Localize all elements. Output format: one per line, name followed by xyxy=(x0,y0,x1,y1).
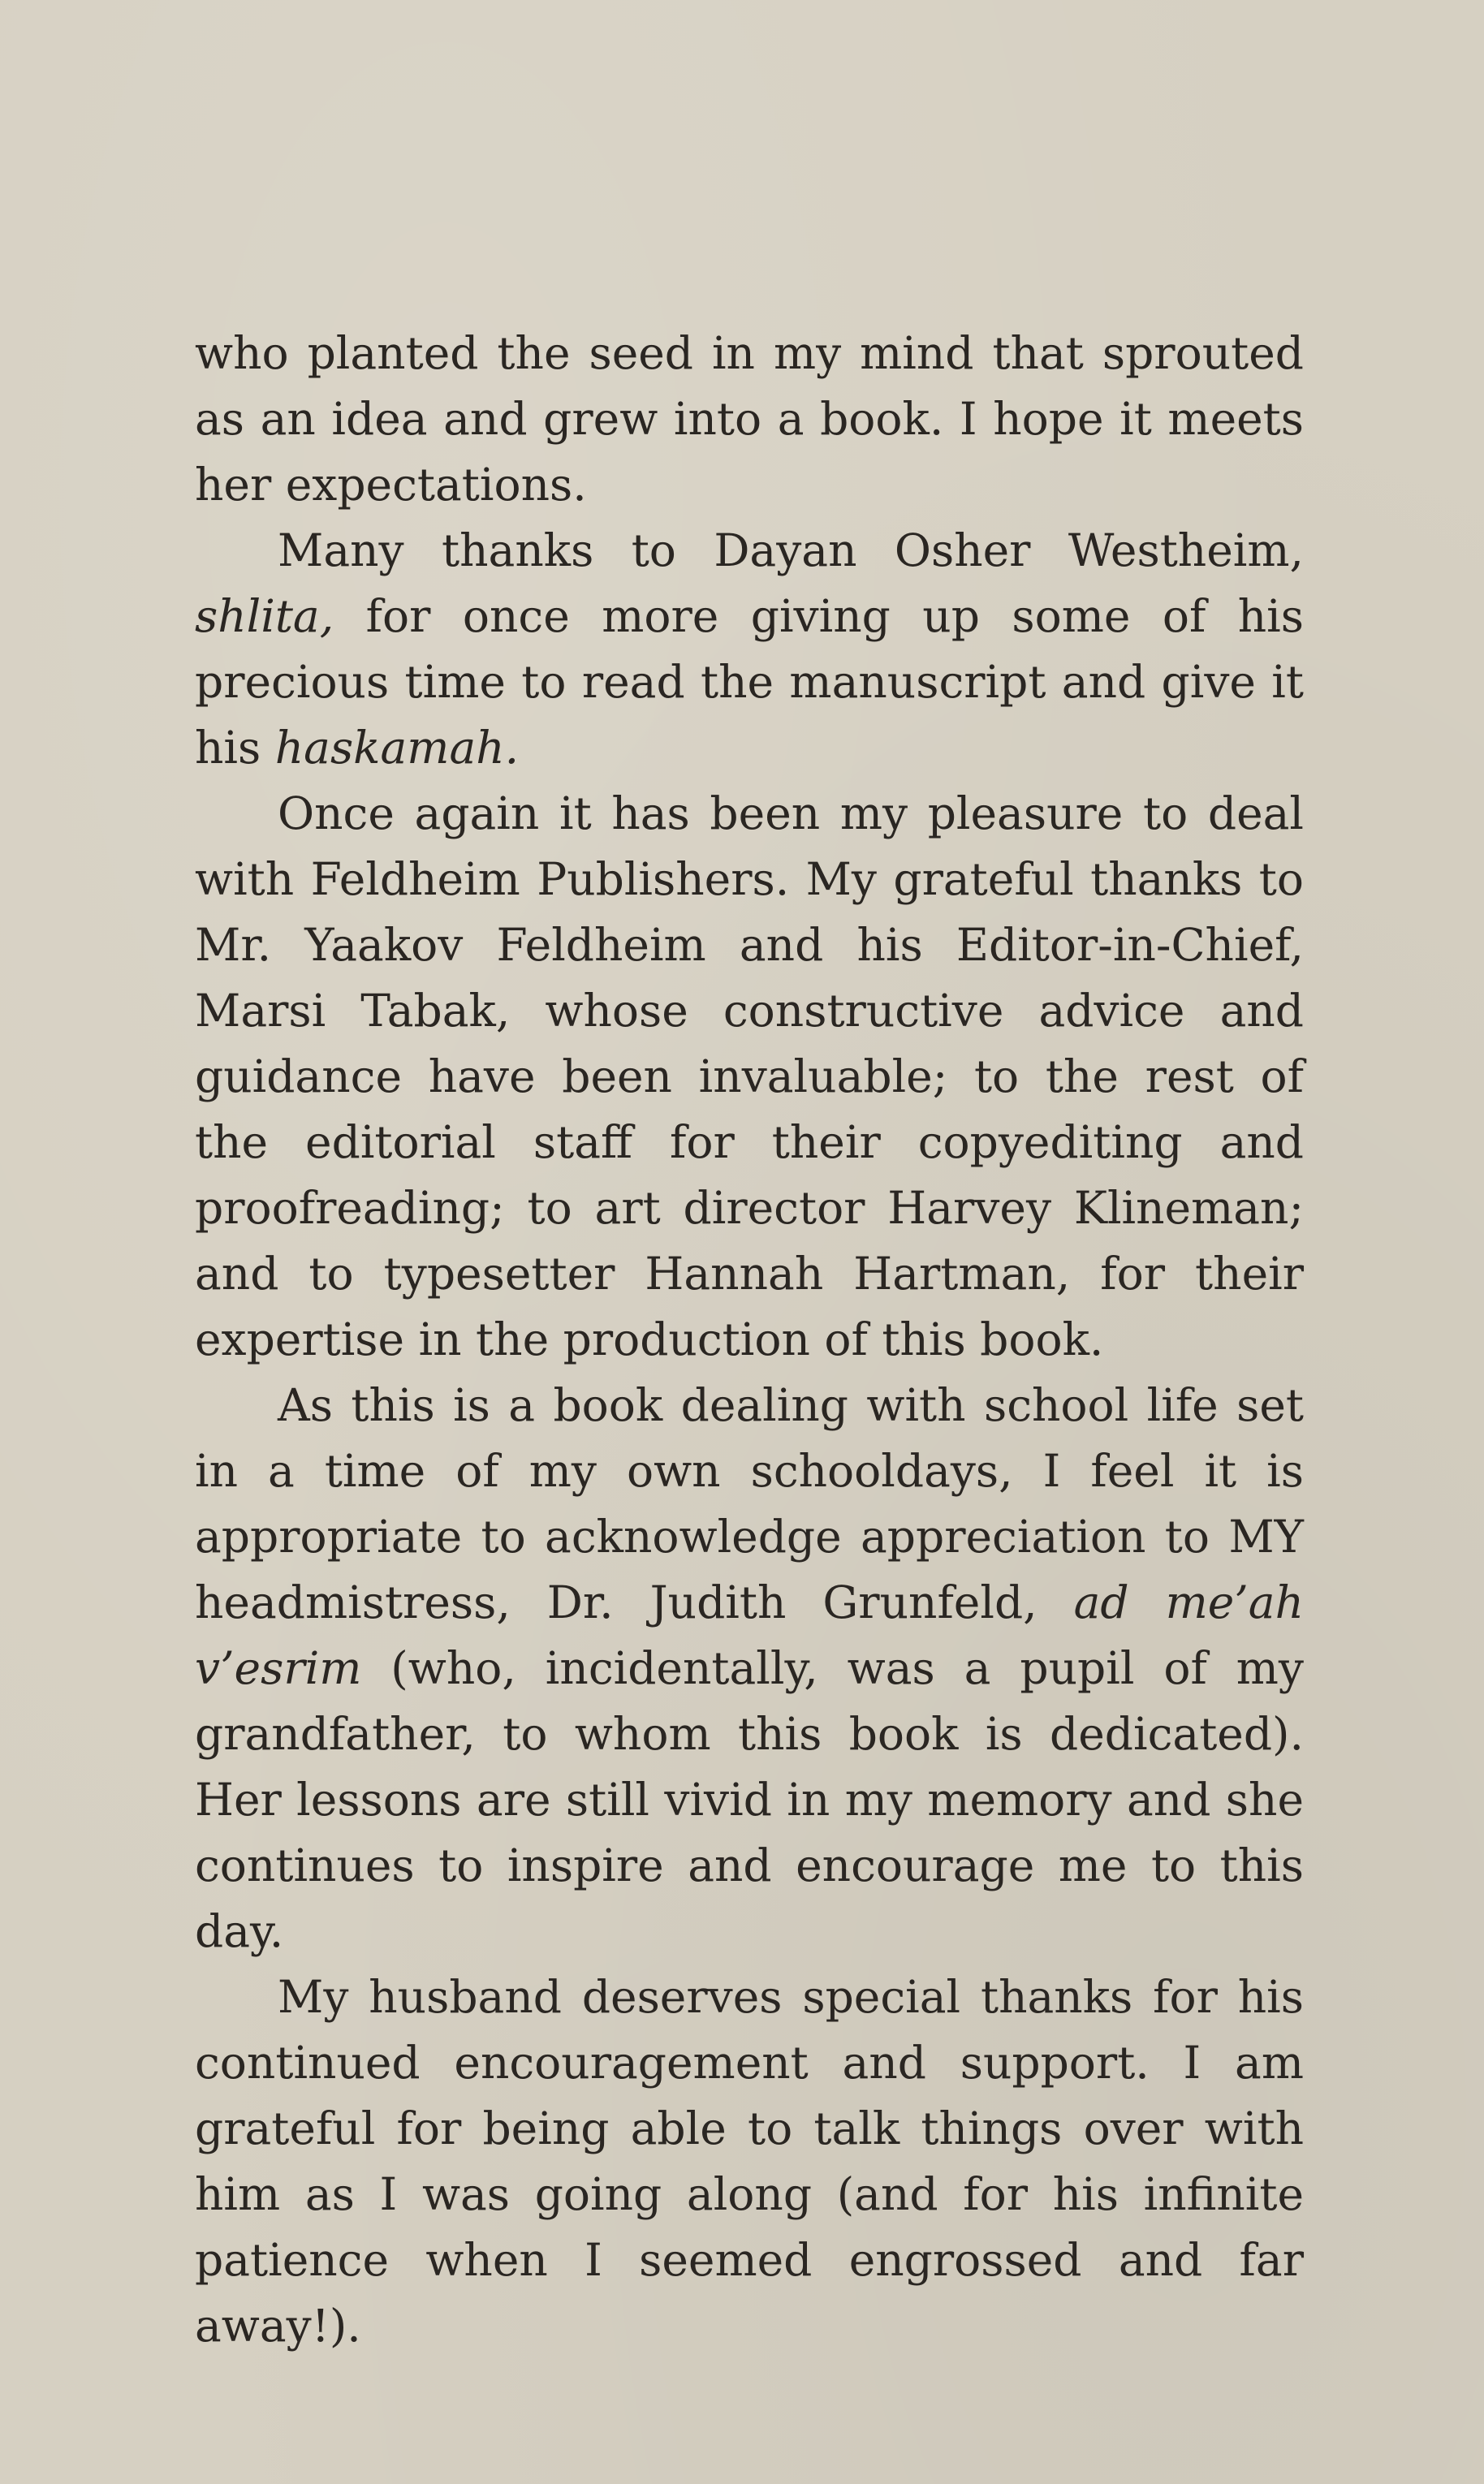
paragraph-text: As this is a book dealing with school life set in a time of my own schooldays, I feel it is appropriate to acknowledge appreciation to MY headmistress, Dr. Judith Grunfeld, xyxy=(195,1379,1304,1628)
paragraph-text: (who, incidentally, was a pupil of my grandfather, to whom this book is dedicated). Her lessons are still vivid in my memory and she continues to inspire and encourage me to this day. xyxy=(195,1642,1304,1957)
paragraph-thanks-husband xyxy=(195,1964,1304,2359)
body-text xyxy=(195,321,1304,2359)
paragraph-thanks-dayan xyxy=(195,518,1304,781)
paragraph-text: who planted the seed in my mind that sprouted as an idea and grew into a book. I hope it meets her expectations. xyxy=(195,327,1304,511)
paragraph-text: for once more giving up some of his precious time to read the manuscript and give it his xyxy=(195,590,1304,774)
paragraph-continuation xyxy=(195,321,1304,518)
paragraph-text: Once again it has been my pleasure to deal with Feldheim Publishers. My grateful thanks to Mr. Yaakov Feldheim and his Editor-in-Chief, Marsi Tabak, whose constructive advice and guidance have been invaluable; to the rest of the editorial staff for their copyediting and proofreading; to art director Harvey Klineman; and to typesetter Hannah Hartman, for their expertise in the production of this book. xyxy=(195,787,1304,1365)
paragraph-thanks-publishers xyxy=(195,781,1304,1373)
italic-term-ad-meah-vesrim: ad me’ah v’esrim xyxy=(195,1576,1305,1694)
italic-term-shlita: shlita, xyxy=(195,590,334,642)
paragraph-text: My husband deserves special thanks for his continued encouragement and support. I am grateful for being able to talk things over with him as I was going along (and for his infinite patience when I seemed engrossed and far away!). xyxy=(195,1971,1304,2352)
paragraph-text: Many thanks to Dayan Osher Westheim, xyxy=(278,524,1304,576)
paragraph-thanks-headmistress xyxy=(195,1373,1304,1964)
italic-term-haskamah: haskamah. xyxy=(274,722,520,774)
